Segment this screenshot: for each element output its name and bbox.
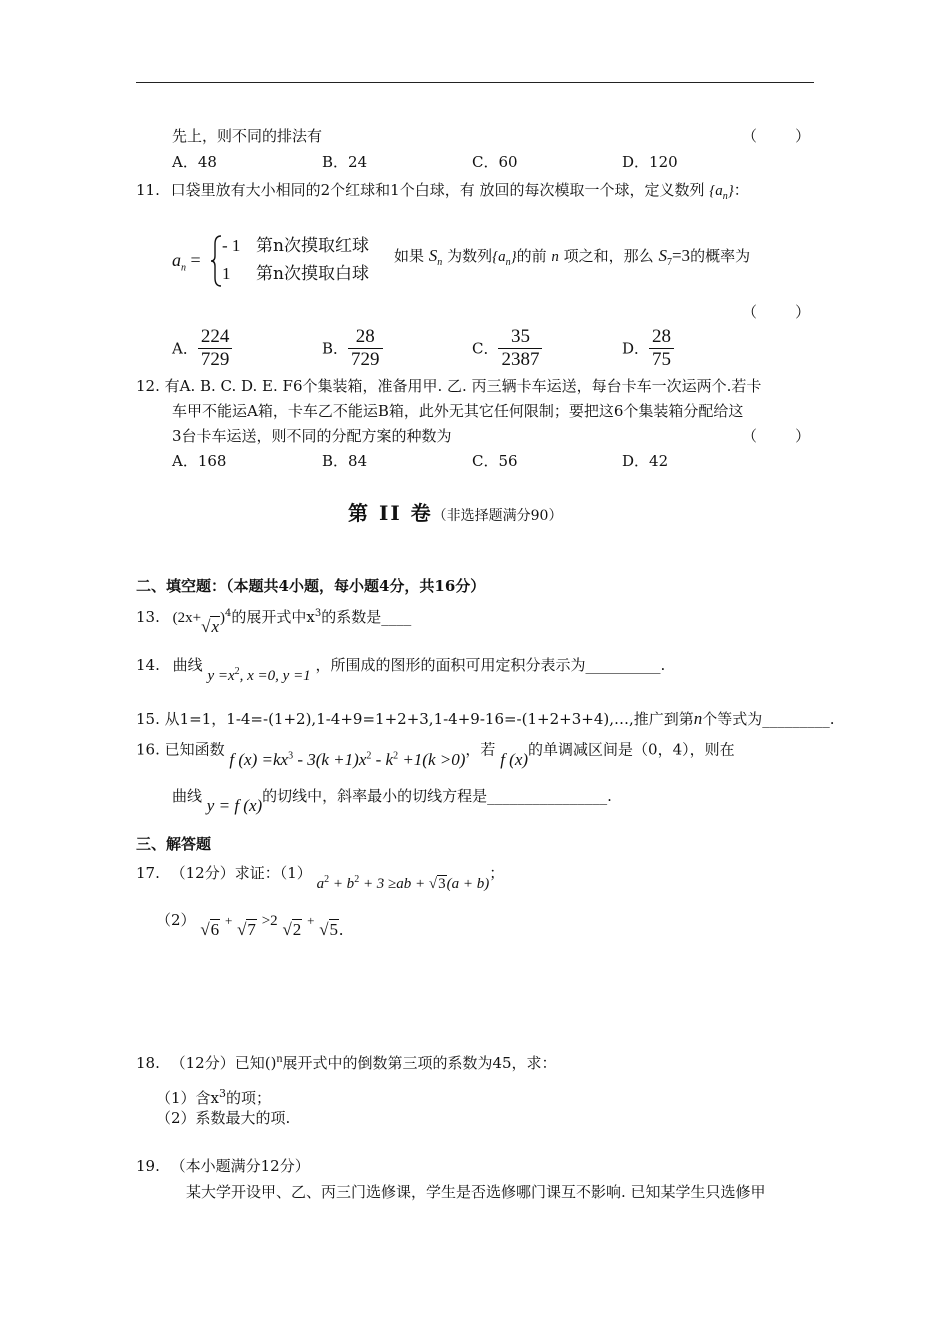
section-2-note: （非选择题满分90） (432, 508, 563, 524)
q12-line-3: 3台卡车运送，则不同的分配方案的种数为 (172, 427, 452, 445)
q18-part-1: （1）含$x^3$的项； (156, 1087, 272, 1107)
q10-option-b: B．24 (322, 153, 368, 171)
q12-option-c: C．56 (472, 452, 518, 470)
header-rule (136, 82, 814, 83)
q11-option-b: B． $\frac{28}{729}$ (322, 326, 383, 371)
q11-sequence-symbol: $\{a_n\}$ (709, 183, 734, 202)
q12-answer-paren: （ ） (742, 427, 811, 445)
q18-part-2: （2）系数最大的项. (156, 1109, 291, 1127)
q11-condition: 如果 $S_n$ 为数列$\{a_n\}$的前 n 项之和，那么 $S_7=3$的概率为 (394, 246, 751, 268)
q10-option-d: D．120 (622, 153, 678, 171)
q11-case-1: - 1 第n次摸取红球 (222, 236, 369, 256)
q18: 18. （12分）已知()$^n$展开式中的倒数第三项的系数为45，求： (136, 1051, 557, 1072)
q16-line-1: 16. 已知函数 f $(x) =kx^3 - 3(k +1)x^2 - k^2 +1(k >0)$，若 f (x)的单调减区间是（0，4），则在 (136, 740, 735, 769)
q11-option-a: A． $\frac{224}{729}$ (172, 326, 232, 371)
q19-heading: 19. （本小题满分12分） (136, 1157, 310, 1175)
q12-option-a: A．168 (172, 452, 227, 470)
q11-option-c: C． $\frac{35}{2387}$ (472, 326, 542, 371)
q10-option-c: C．60 (472, 153, 518, 171)
q12-option-d: D．42 (622, 452, 669, 470)
section-2-heading (348, 500, 562, 529)
q12-line-1: 12. 有A. B. C. D. E. F6个集装箱，准备用甲. 乙. 丙三辆卡车运送，每台卡车一次运两个.若卡 (136, 377, 762, 395)
q14: 14. 曲线 $y =x^2$, x =0, y =1 ，所围成的图形的面积可用定积分表示为__________. (136, 656, 666, 684)
q11-an-definition-lhs: $a_n$ = (172, 250, 201, 274)
q11-text: 口袋里放有大小相同的2个红球和1个白球，有 放回的每次模取一个球，定义数列 (170, 181, 705, 199)
q16-line-2: 曲线 y = f (x)的切线中，斜率最小的切线方程是________________. (172, 787, 612, 815)
part-3-header: 三、解答题 (136, 835, 212, 853)
q10-continuation: 先上，则不同的排法有 (172, 127, 323, 145)
q13: 13. $(2x+√x)^4$的展开式中$x^3$的系数是____ (136, 608, 412, 636)
q11-option-d: D． $\frac{28}{75}$ (622, 326, 674, 371)
q15: 15. 从1=1，1-4=-(1+2),1-4+9=1+2+3,1-4+9-16=-(1+2+3+4),…,推广到第n个等式为_________. (136, 709, 835, 728)
q19-text: 某大学开设甲、乙、丙三门选修课，学生是否选修哪门课互不影响. 已知某学生只选修甲 (186, 1183, 766, 1201)
section-2-title: 第 II 卷 (348, 501, 433, 525)
q11-number: 11. (136, 181, 160, 199)
q11-colon: ： (733, 181, 749, 199)
q10-answer-paren: （ ） (742, 127, 811, 145)
q17-part-1: 17. （12分）求证：（1） $a^2 + b^2 + 3 \ge ab + √3(a + b)$； (136, 864, 505, 892)
q11-case-2: 1 第n次摸取白球 (222, 264, 369, 284)
q10-option-a: A．48 (172, 153, 217, 171)
q12-line-2: 车甲不能运A箱，卡车乙不能运B箱，此外无其它任何限制；要把这6个集装箱分配给这 (172, 402, 744, 420)
q16-function: f $(x) =kx^3 - 3(k +1)x^2 - k^2 +1(k >0)$ (229, 749, 466, 769)
part-2-header: 二、填空题：（本题共4小题，每小题4分，共16分） (136, 577, 486, 595)
q17-part-2: （2） √6 + √7 >2 √2 + √5. (156, 911, 344, 939)
q11-stem (136, 180, 749, 207)
q12-option-b: B．84 (322, 452, 368, 470)
q11-answer-paren: （ ） (742, 303, 811, 321)
